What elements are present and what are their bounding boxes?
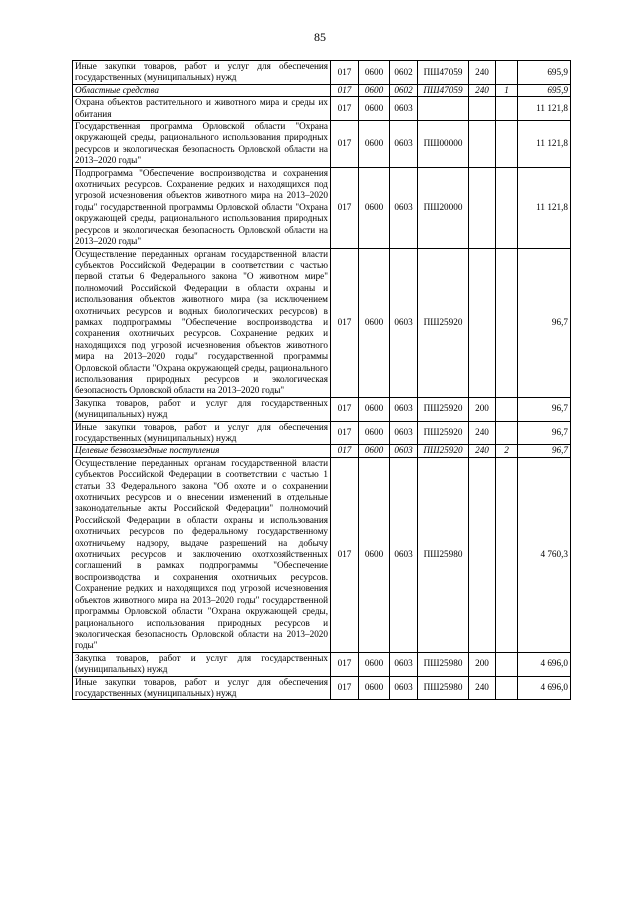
target-article-code: ПШ25980 <box>418 676 469 700</box>
funding-source-code <box>496 248 518 397</box>
table-row <box>73 676 571 700</box>
section-code: 0600 <box>359 676 390 700</box>
subsection-code: 0603 <box>390 97 418 121</box>
table-row <box>73 421 571 445</box>
amount: 11 121,8 <box>518 121 571 168</box>
funding-source-code <box>496 676 518 700</box>
subsection-code: 0602 <box>390 84 418 96</box>
section-code: 0600 <box>359 167 390 248</box>
row-description: Государственная программа Орловской области "Охрана окружающей среды, рационального использования природных ресурсов и экологическая безопасность Орловской области на 2013–2020 годы" <box>73 121 331 168</box>
subsection-code: 0603 <box>390 676 418 700</box>
table-row <box>73 248 571 397</box>
ministry-code: 017 <box>331 248 359 397</box>
amount: 11 121,8 <box>518 167 571 248</box>
target-article-code: ПШ25980 <box>418 457 469 652</box>
table-row <box>73 457 571 652</box>
row-description: Областные средства <box>73 84 331 96</box>
amount: 695,9 <box>518 84 571 96</box>
subsection-code: 0603 <box>390 397 418 421</box>
row-description: Иные закупки товаров, работ и услуг для обеспечения государственных (муниципальных) нужд <box>73 61 331 85</box>
row-description: Осуществление переданных органам государственной власти субъектов Российской Федерации в соответствии с частью 1 статьи 33 Федерального закона "Об охоте и о сохранении охотничьих ресурсов и о внесении изменений в отдельные законодательные акты Российской Федерации" полномочий Российской Федерации в области охраны и использования охотничьих ресурсов по федеральному государственному охотничьему надзору, выдаче разрешений на добычу охотничьих ресурсов и заключению охотхозяйственных соглашений в рамках подпрограммы "Обеспечение воспроизводства и сохранения охотничьих ресурсов. Сохранение редких и находящихся под угрозой исчезновения объектов животного мира на 2013–2020 годы" государственной программы Орловской области "Охрана окружающей среды, рационального использования природных ресурсов и экологическая безопасность Орловской области на 2013–2020 годы" <box>73 457 331 652</box>
ministry-code: 017 <box>331 676 359 700</box>
subsection-code: 0603 <box>390 421 418 445</box>
funding-source-code <box>496 421 518 445</box>
section-code: 0600 <box>359 84 390 96</box>
expense-type-code <box>469 121 496 168</box>
expense-type-code <box>469 457 496 652</box>
row-description: Подпрограмма "Обеспечение воспроизводства и сохранения охотничьих ресурсов. Сохранение редких и находящихся под угрозой исчезновения объектов животного мира на 2013–2020 годы" государственной программы Орловской области "Охрана окружающей среды, рационального использования природных ресурсов и экологическая безопасность Орловской области на 2013–2020 годы" <box>73 167 331 248</box>
subsection-code: 0603 <box>390 248 418 397</box>
target-article-code: ПШ25920 <box>418 397 469 421</box>
table-row <box>73 397 571 421</box>
funding-source-code <box>496 652 518 676</box>
amount: 96,7 <box>518 248 571 397</box>
ministry-code: 017 <box>331 97 359 121</box>
ministry-code: 017 <box>331 397 359 421</box>
funding-source-code <box>496 97 518 121</box>
row-description: Охрана объектов растительного и животного мира и среды их обитания <box>73 97 331 121</box>
amount: 96,7 <box>518 397 571 421</box>
funding-source-code <box>496 61 518 85</box>
section-code: 0600 <box>359 445 390 457</box>
ministry-code: 017 <box>331 445 359 457</box>
amount: 96,7 <box>518 445 571 457</box>
ministry-code: 017 <box>331 121 359 168</box>
table-row <box>73 445 571 457</box>
section-code: 0600 <box>359 397 390 421</box>
table-body <box>73 61 571 700</box>
ministry-code: 017 <box>331 84 359 96</box>
expense-type-code <box>469 97 496 121</box>
subsection-code: 0602 <box>390 61 418 85</box>
section-code: 0600 <box>359 97 390 121</box>
funding-source-code: 2 <box>496 445 518 457</box>
expense-type-code: 240 <box>469 61 496 85</box>
target-article-code: ПШ25920 <box>418 248 469 397</box>
table-row <box>73 61 571 85</box>
target-article-code: ПШ47059 <box>418 84 469 96</box>
ministry-code: 017 <box>331 457 359 652</box>
amount: 4 696,0 <box>518 652 571 676</box>
section-code: 0600 <box>359 61 390 85</box>
row-description: Закупка товаров, работ и услуг для государственных (муниципальных) нужд <box>73 652 331 676</box>
amount: 4 760,3 <box>518 457 571 652</box>
ministry-code: 017 <box>331 167 359 248</box>
ministry-code: 017 <box>331 652 359 676</box>
target-article-code: ПШ25980 <box>418 652 469 676</box>
budget-table <box>72 60 571 700</box>
funding-source-code <box>496 457 518 652</box>
section-code: 0600 <box>359 248 390 397</box>
table-row <box>73 167 571 248</box>
row-description: Иные закупки товаров, работ и услуг для обеспечения государственных (муниципальных) нужд <box>73 421 331 445</box>
target-article-code: ПШ20000 <box>418 167 469 248</box>
target-article-code: ПШ25920 <box>418 445 469 457</box>
expense-type-code: 240 <box>469 676 496 700</box>
table-row <box>73 84 571 96</box>
expense-type-code <box>469 167 496 248</box>
table-row <box>73 97 571 121</box>
row-description: Иные закупки товаров, работ и услуг для обеспечения государственных (муниципальных) нужд <box>73 676 331 700</box>
target-article-code <box>418 97 469 121</box>
expense-type-code: 200 <box>469 652 496 676</box>
expense-type-code <box>469 248 496 397</box>
amount: 11 121,8 <box>518 97 571 121</box>
amount: 4 696,0 <box>518 676 571 700</box>
row-description: Осуществление переданных органам государственной власти субъектов Российской Федерации в соответствии с частью первой статьи 6 Федерального закона "О животном мире" полномочий Российской Федерации в области охраны и использования объектов животного мира (за исключением охотничьих ресурсов и водных биологических ресурсов) в рамках подпрограммы "Обеспечение воспроизводства и сохранения охотничьих ресурсов. Сохранение редких и находящихся под угрозой исчезновения объектов животного мира на 2013–2020 годы" государственной программы Орловской области "Охрана окружающей среды, рационального использования природных ресурсов и экологическая безопасность Орловской области на 2013–2020 годы" <box>73 248 331 397</box>
expense-type-code: 200 <box>469 397 496 421</box>
section-code: 0600 <box>359 421 390 445</box>
subsection-code: 0603 <box>390 457 418 652</box>
subsection-code: 0603 <box>390 121 418 168</box>
funding-source-code: 1 <box>496 84 518 96</box>
section-code: 0600 <box>359 457 390 652</box>
funding-source-code <box>496 121 518 168</box>
ministry-code: 017 <box>331 61 359 85</box>
subsection-code: 0603 <box>390 652 418 676</box>
funding-source-code <box>496 167 518 248</box>
expense-type-code: 240 <box>469 84 496 96</box>
ministry-code: 017 <box>331 421 359 445</box>
target-article-code: ПШ47059 <box>418 61 469 85</box>
row-description: Закупка товаров, работ и услуг для государственных (муниципальных) нужд <box>73 397 331 421</box>
expense-type-code: 240 <box>469 445 496 457</box>
section-code: 0600 <box>359 652 390 676</box>
page-number: 85 <box>314 30 326 44</box>
subsection-code: 0603 <box>390 445 418 457</box>
row-description: Целевые безвозмездные поступления <box>73 445 331 457</box>
funding-source-code <box>496 397 518 421</box>
amount: 695,9 <box>518 61 571 85</box>
section-code: 0600 <box>359 121 390 168</box>
subsection-code: 0603 <box>390 167 418 248</box>
table-row <box>73 652 571 676</box>
table-row <box>73 121 571 168</box>
expense-type-code: 240 <box>469 421 496 445</box>
target-article-code: ПШ00000 <box>418 121 469 168</box>
amount: 96,7 <box>518 421 571 445</box>
target-article-code: ПШ25920 <box>418 421 469 445</box>
